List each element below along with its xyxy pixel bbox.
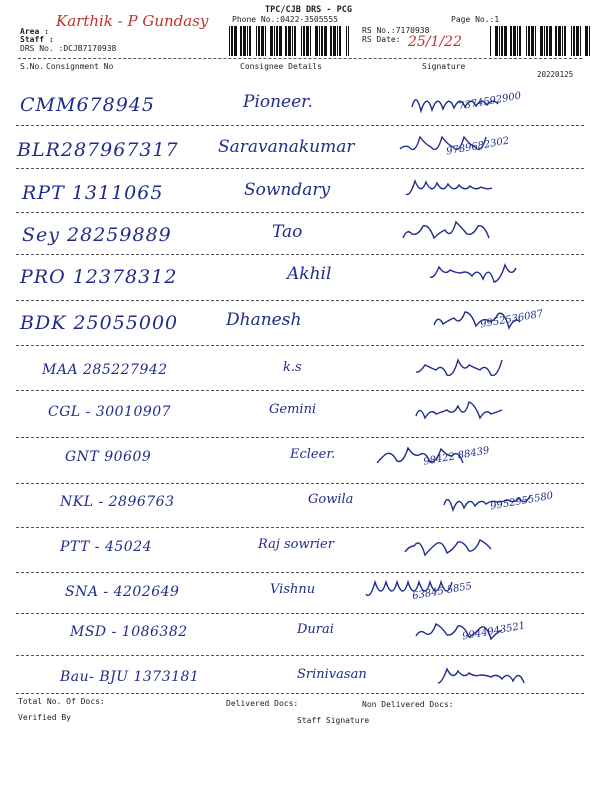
- consignment-number: BLR287967317: [17, 139, 179, 161]
- barcode-left: [229, 26, 349, 56]
- non-delivered-docs-label: Non Delivered Docs:: [362, 700, 454, 709]
- consignment-number: GNT 90609: [65, 449, 152, 465]
- consignment-number: CMM678945: [20, 94, 155, 116]
- column-consignment: Consignment No: [46, 62, 114, 71]
- consignee-name: Raj sowrier: [258, 537, 334, 552]
- consignee-name: Vishnu: [270, 582, 316, 597]
- consignee-name: Ecleer.: [290, 447, 336, 462]
- consignment-number: NKL - 2896763: [60, 494, 175, 510]
- row-divider: [16, 300, 584, 301]
- area-handwritten-value: Karthik - P Gundasy: [56, 12, 209, 30]
- row-divider: [16, 572, 584, 573]
- column-consignee: Consignee Details: [240, 62, 322, 71]
- signer-phone: 9944943521: [461, 620, 527, 643]
- signer-phone: 7374592900: [457, 90, 523, 113]
- consignee-name: Tao: [272, 222, 303, 242]
- consignment-number: MSD - 1086382: [70, 624, 188, 640]
- consignment-number: SNA - 4202649: [65, 584, 180, 600]
- delivered-docs-label: Delivered Docs:: [226, 699, 299, 708]
- consignee-name: Gowila: [308, 492, 354, 507]
- consignee-name: Saravanakumar: [218, 137, 355, 157]
- row-divider: [16, 125, 584, 126]
- signer-phone: 98422 88439: [422, 445, 491, 468]
- signature-scribble: [414, 396, 524, 426]
- rs-date-label: RS Date:: [362, 35, 401, 44]
- stamp-date: 20220125: [537, 70, 574, 79]
- signer-phone: 9952536087: [479, 308, 545, 331]
- signature-scribble: [401, 216, 511, 246]
- rs-date-value: 25/1/22: [408, 34, 462, 50]
- signature-scribble: [436, 661, 546, 691]
- row-divider: [16, 345, 584, 346]
- consignee-name: Pioneer.: [243, 92, 313, 112]
- consignee-name: Durai: [297, 622, 334, 637]
- column-signature: Signature: [422, 62, 466, 71]
- signer-phone: 9789682302: [445, 135, 511, 158]
- signer-phone: 63845 5855: [411, 580, 473, 603]
- phone-number: Phone No.:0422-3505555: [232, 15, 338, 24]
- signer-phone: 9952955580: [489, 490, 555, 513]
- staff-signature-label: Staff Signature: [297, 716, 370, 725]
- consignment-number: MAA 285227942: [42, 362, 168, 378]
- total-docs-label: Total No. Of Docs:: [18, 697, 105, 706]
- consignment-number: BDK 25055000: [20, 312, 179, 334]
- verified-by-label: Verified By: [18, 713, 71, 722]
- row-divider: [16, 390, 584, 391]
- barcode-right: [490, 26, 590, 56]
- consignment-number: Bau- BJU 1373181: [60, 669, 200, 685]
- consignment-number: CGL - 30010907: [48, 404, 172, 420]
- row-divider: [16, 437, 584, 438]
- signature-scribble: [428, 258, 538, 288]
- row-divider: [16, 655, 584, 656]
- header-divider: [18, 58, 582, 59]
- row-divider: [16, 527, 584, 528]
- column-sno: S.No.: [20, 62, 45, 71]
- signature-scribble: [414, 354, 524, 384]
- rs-number: RS No.:7170938: [362, 26, 430, 35]
- consignment-number: PTT - 45024: [60, 539, 153, 555]
- signature-scribble: [403, 531, 513, 561]
- row-divider: [16, 212, 584, 213]
- row-divider: [16, 613, 584, 614]
- area-label: Area :: [20, 27, 49, 36]
- consignee-name: k.s: [283, 360, 302, 375]
- consignee-name: Gemini: [269, 402, 317, 417]
- row-divider: [16, 254, 584, 255]
- consignee-name: Srinivasan: [297, 667, 367, 682]
- row-divider: [16, 483, 584, 484]
- consignment-number: Sey 28259889: [22, 224, 172, 246]
- consignee-name: Sowndary: [244, 180, 331, 200]
- drs-number: DRS No. :DCJB7170938: [20, 44, 117, 53]
- consignee-name: Dhanesh: [226, 310, 302, 330]
- staff-label: Staff :: [20, 35, 54, 44]
- page-number: Page No.:1: [451, 15, 500, 24]
- signature-scribble: [404, 174, 514, 204]
- consignment-number: PRO 12378312: [20, 266, 178, 288]
- consignment-number: RPT 1311065: [22, 182, 164, 204]
- document-title: TPC/CJB DRS - PCG: [265, 5, 352, 15]
- consignee-name: Akhil: [287, 264, 332, 284]
- row-divider: [16, 168, 584, 169]
- footer-divider: [16, 693, 584, 694]
